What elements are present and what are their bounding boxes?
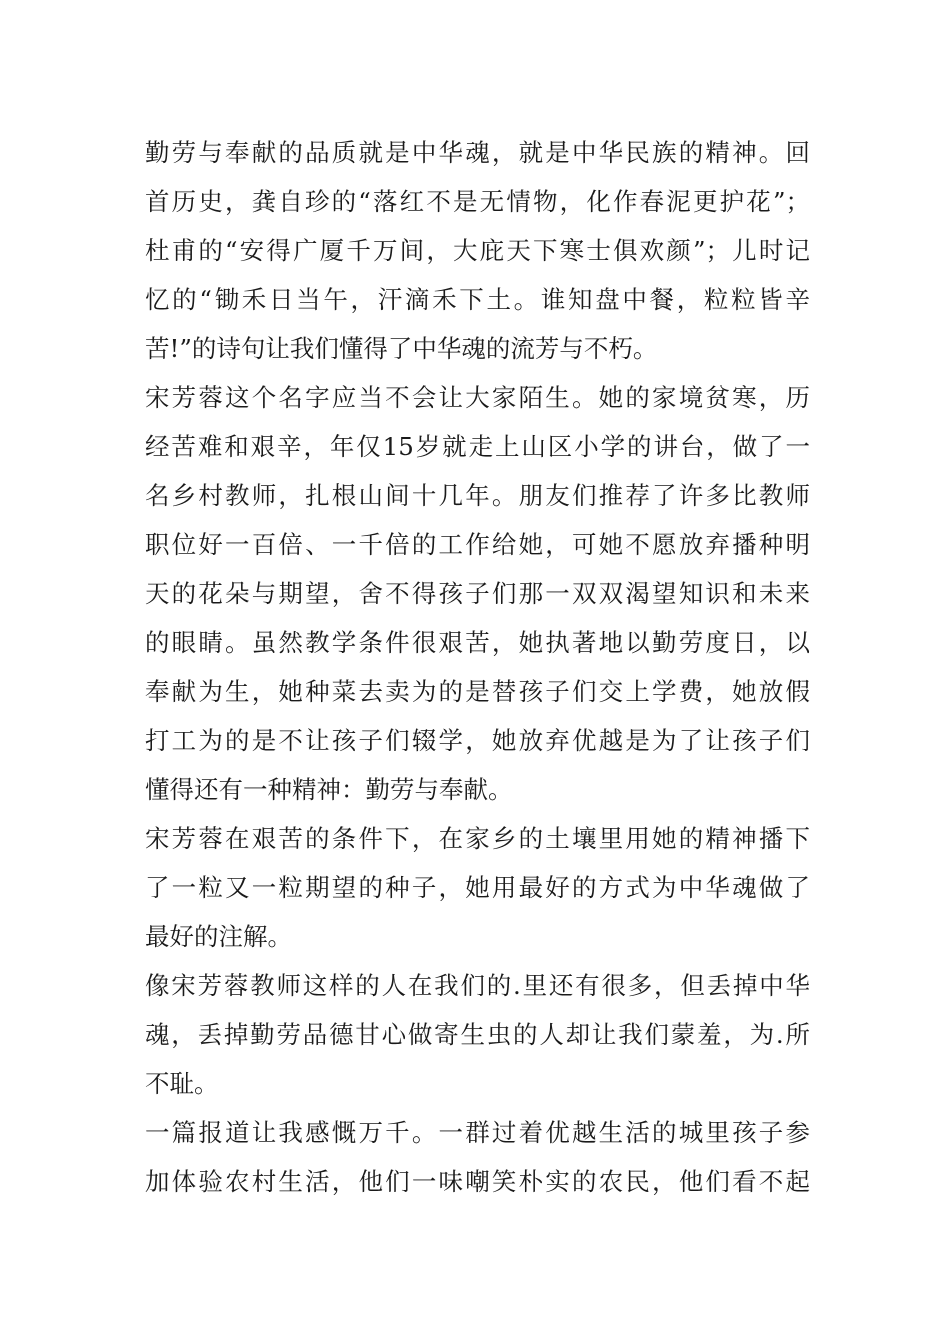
text-line: 天的花朵与期望，舍不得孩子们那一双双渴望知识和未来 <box>145 579 810 608</box>
text-line: 懂得还有一种精神：勤劳与奉献。 <box>145 775 513 804</box>
text-line: 经苦难和艰辛，年仅15岁就走上山区小学的讲台，做了一 <box>145 432 810 461</box>
text-line: 奉献为生，她种菜去卖为的是替孩子们交上学费，她放假 <box>145 677 810 706</box>
text-line: 宋芳蓉在艰苦的条件下，在家乡的土壤里用她的精神播下 <box>145 824 810 853</box>
text-line: 不耻。 <box>145 1069 219 1098</box>
text-line: 魂，丢掉勤劳品德甘心做寄生虫的人却让我们蒙羞，为.所 <box>145 1020 810 1049</box>
text-line: 职位好一百倍、一千倍的工作给她，可她不愿放弃播种明 <box>145 530 810 559</box>
text-line: 的眼睛。虽然教学条件很艰苦，她执著地以勤劳度日，以 <box>145 628 810 657</box>
text-line: 像宋芳蓉教师这样的人在我们的.里还有很多，但丢掉中华 <box>145 971 810 1000</box>
body-text <box>145 128 810 1206</box>
text-line: 名乡村教师，扎根山间十几年。朋友们推荐了许多比教师 <box>145 481 810 510</box>
text-line: 宋芳蓉这个名字应当不会让大家陌生。她的家境贫寒，历 <box>145 383 810 412</box>
text-line: 打工为的是不让孩子们辍学，她放弃优越是为了让孩子们 <box>145 726 810 755</box>
text-line: 忆的“锄禾日当午，汗滴禾下土。谁知盘中餐，粒粒皆辛 <box>145 285 810 314</box>
text-line: 苦!”的诗句让我们懂得了中华魂的流芳与不朽。 <box>145 334 658 363</box>
text-line: 加体验农村生活，他们一味嘲笑朴实的农民，他们看不起 <box>145 1167 810 1196</box>
text-line: 了一粒又一粒期望的种子，她用最好的方式为中华魂做了 <box>145 873 810 902</box>
text-line: 首历史，龚自珍的“落红不是无情物，化作春泥更护花”； <box>145 187 810 216</box>
text-line: 勤劳与奉献的品质就是中华魂，就是中华民族的精神。回 <box>145 138 810 167</box>
text-line: 杜甫的“安得广厦千万间，大庇天下寒士俱欢颜”；儿时记 <box>145 236 810 265</box>
text-line: 一篇报道让我感慨万千。一群过着优越生活的城里孩子参 <box>145 1118 810 1147</box>
text-line: 最好的注解。 <box>145 922 292 951</box>
